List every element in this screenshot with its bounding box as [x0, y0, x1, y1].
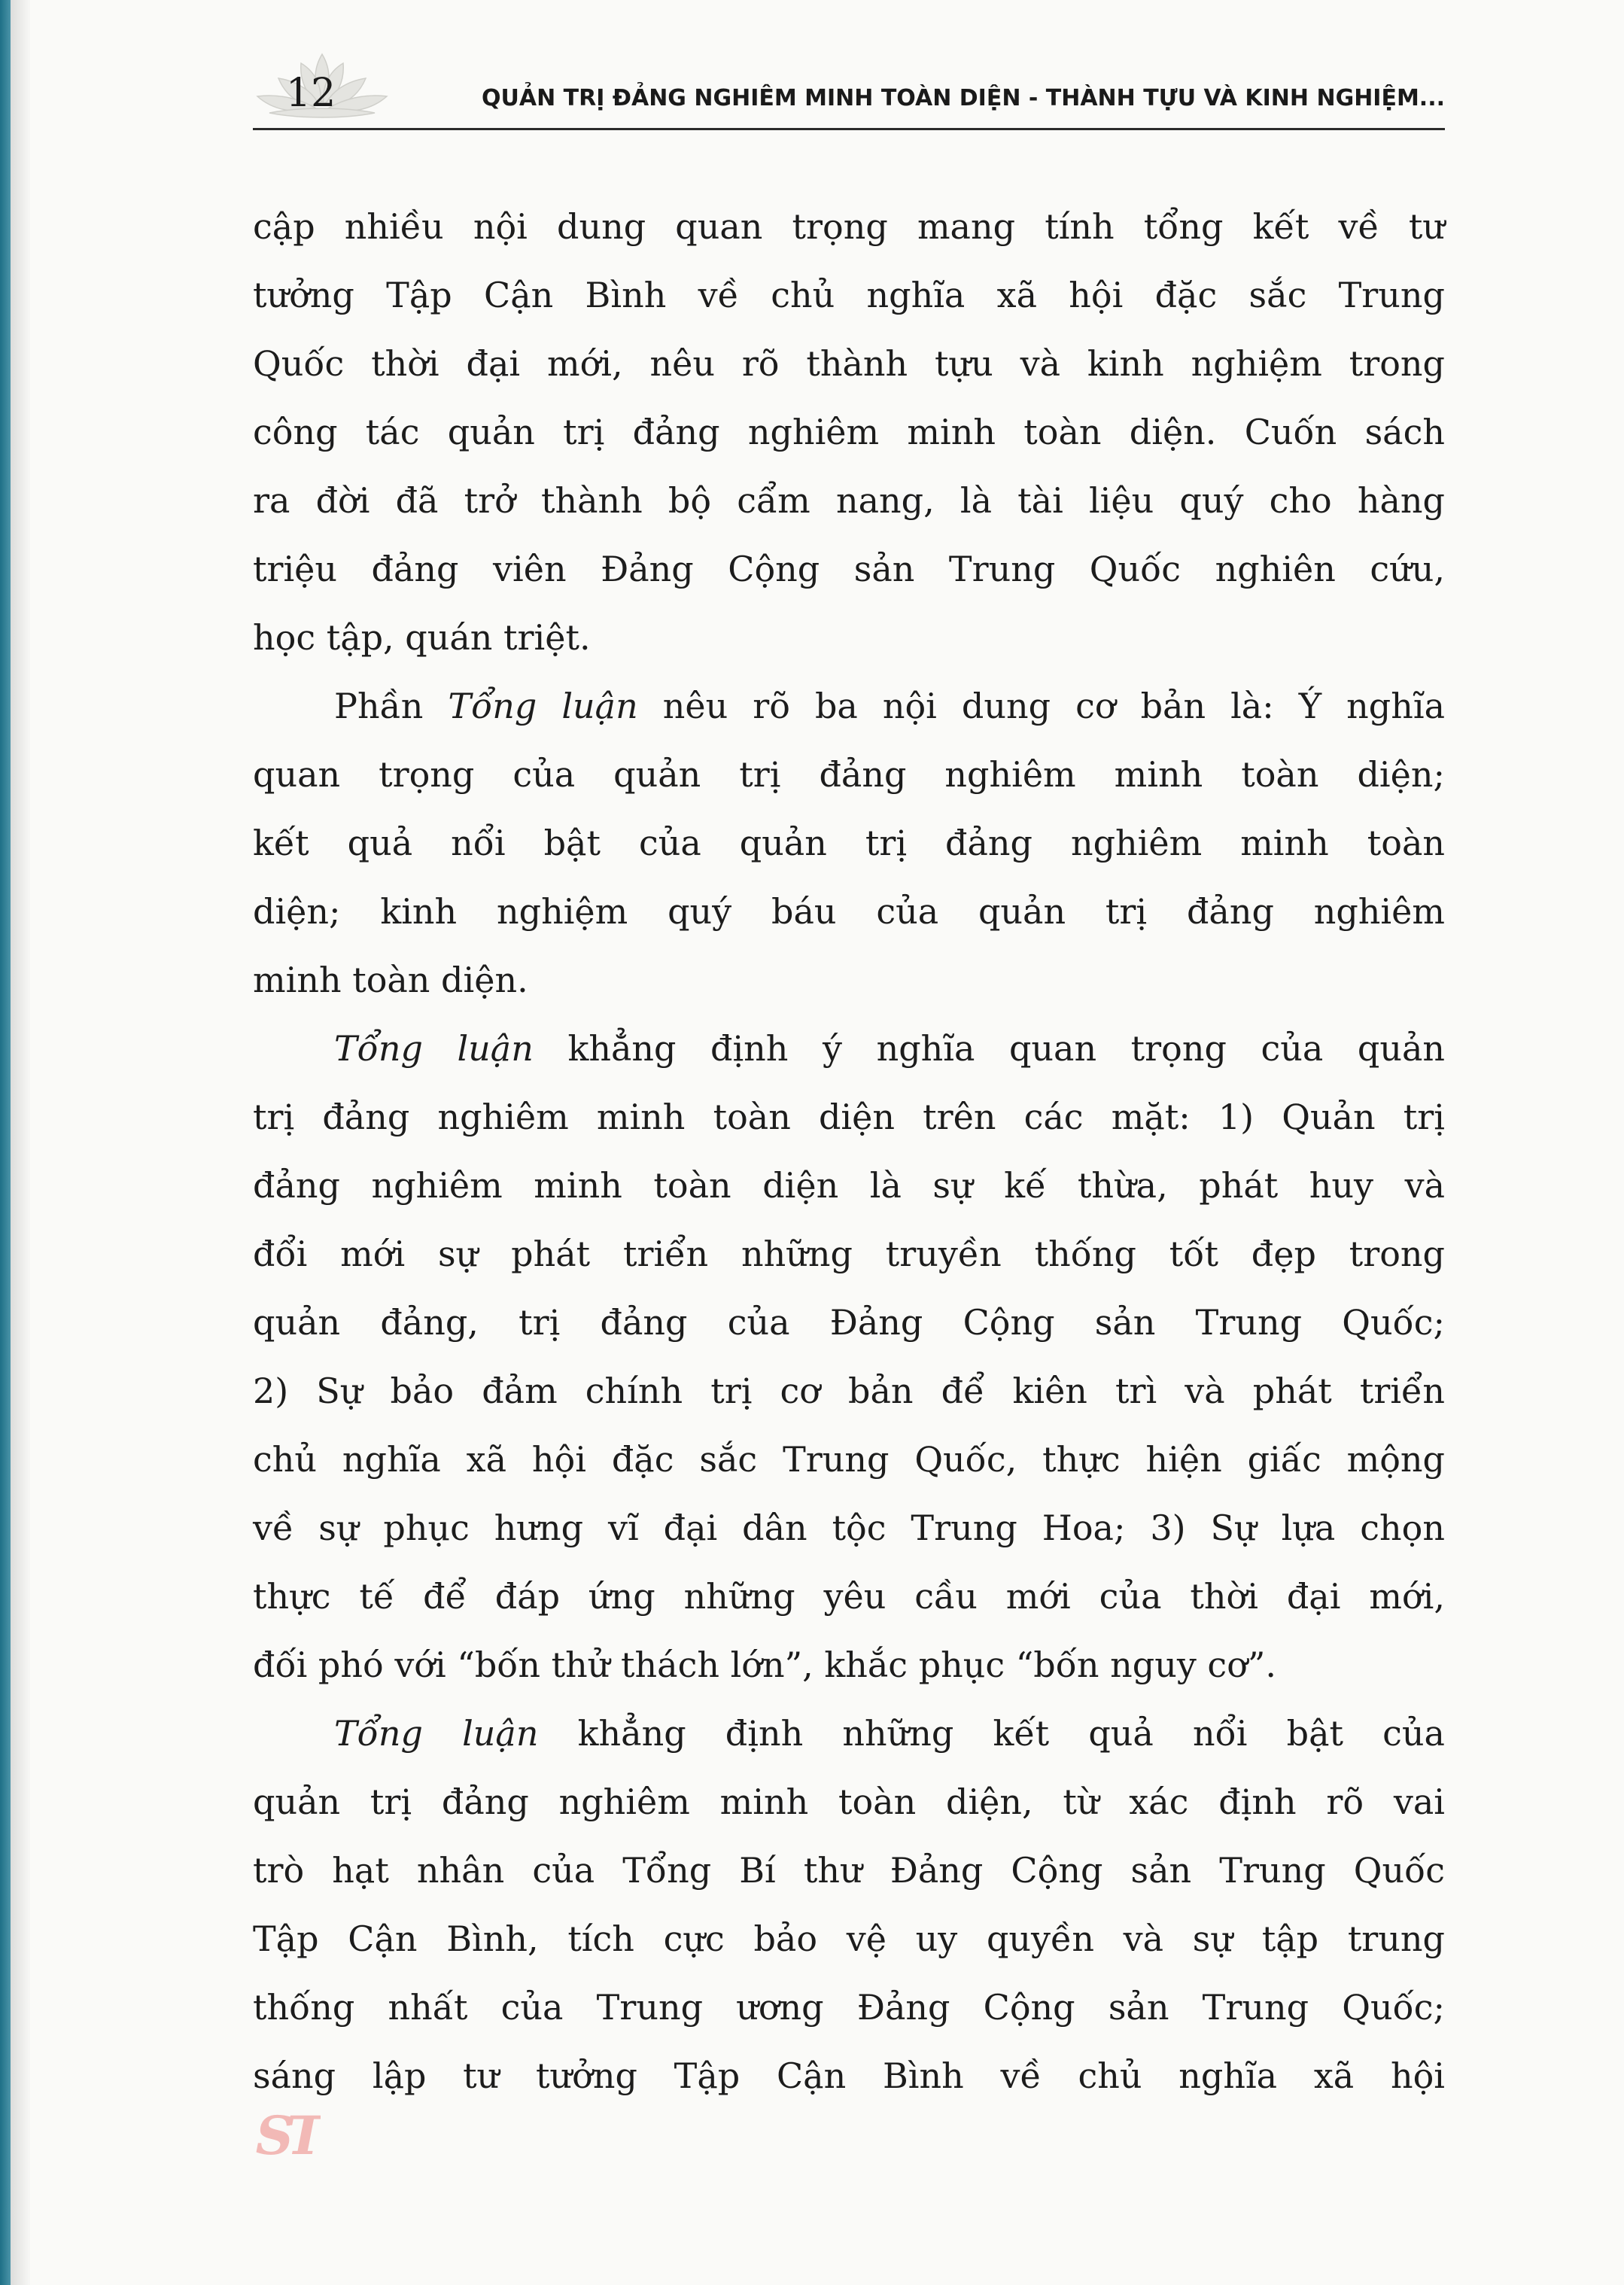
- text-line: thống nhất của Trung ương Đảng Cộng sản Trung Quốc;: [253, 1987, 1445, 2028]
- text-line: triệu đảng viên Đảng Cộng sản Trung Quốc nghiên cứu,: [253, 549, 1445, 589]
- text-line: học tập, quán triệt.: [253, 617, 591, 658]
- text-line: quản đảng, trị đảng của Đảng Cộng sản Trung Quốc;: [253, 1302, 1445, 1343]
- paragraph-4: [253, 1699, 1445, 2110]
- text-line: trò hạt nhân của Tổng Bí thư Đảng Cộng sản Trung Quốc: [253, 1850, 1445, 1891]
- text-run: nêu rõ ba nội dung cơ bản là: Ý nghĩa: [637, 686, 1445, 726]
- text-line: sáng lập tư tưởng Tập Cận Bình về chủ nghĩa xã hội: [253, 2055, 1445, 2096]
- text-line: chủ nghĩa xã hội đặc sắc Trung Quốc, thực hiện giấc mộng: [253, 1439, 1445, 1480]
- text-line: kết quả nổi bật của quản trị đảng nghiêm minh toàn: [253, 823, 1445, 863]
- text-line: đối phó với “bốn thử thách lớn”, khắc phục “bốn nguy cơ”.: [253, 1645, 1277, 1685]
- page-header: [253, 60, 1445, 135]
- text-run: khẳng định những kết quả nổi bật của: [538, 1713, 1445, 1754]
- page-number: 12: [286, 71, 336, 116]
- text-line: trị đảng nghiêm minh toàn diện trên các mặt: 1) Quản trị: [253, 1097, 1445, 1137]
- text-line: quan trọng của quản trị đảng nghiêm minh toàn diện;: [253, 754, 1445, 795]
- paragraph-2: [253, 672, 1445, 1015]
- text-line: quản trị đảng nghiêm minh toàn diện, từ xác định rõ vai: [253, 1781, 1445, 1822]
- paragraph-1: [253, 193, 1445, 672]
- italic-term: Tổng luận: [334, 1713, 539, 1754]
- text-line: cập nhiều nội dung quan trọng mang tính tổng kết về tư: [253, 206, 1445, 247]
- text-line: Quốc thời đại mới, nêu rõ thành tựu và kinh nghiệm trong: [253, 343, 1445, 384]
- text-line: đảng nghiêm minh toàn diện là sự kế thừa, phát huy và: [253, 1165, 1445, 1206]
- text-line: 2) Sự bảo đảm chính trị cơ bản để kiên trì và phát triển: [253, 1371, 1445, 1411]
- text-line: ra đời đã trở thành bộ cẩm nang, là tài liệu quý cho hàng: [253, 480, 1445, 521]
- book-spine-edge: [0, 0, 11, 2285]
- text-line: đổi mới sự phát triển những truyền thống tốt đẹp trong: [253, 1234, 1445, 1274]
- page-body: [253, 193, 1445, 2110]
- text-line: Tập Cận Bình, tích cực bảo vệ uy quyền và sự tập trung: [253, 1918, 1445, 1959]
- text-run: Phần: [334, 686, 449, 726]
- italic-term: Tổng luận: [448, 686, 638, 726]
- text-line: [253, 1699, 1445, 1768]
- text-line: minh toàn diện.: [253, 960, 528, 1000]
- svg-text:ST: ST: [255, 2104, 318, 2167]
- text-line: thực tế để đáp ứng những yêu cầu mới của thời đại mới,: [253, 1576, 1445, 1617]
- text-line: tưởng Tập Cận Bình về chủ nghĩa xã hội đặc sắc Trung: [253, 275, 1445, 315]
- text-line: công tác quản trị đảng nghiêm minh toàn diện. Cuốn sách: [253, 412, 1445, 452]
- text-line: về sự phục hưng vĩ đại dân tộc Trung Hoa; 3) Sự lựa chọn: [253, 1508, 1445, 1548]
- header-rule: [253, 128, 1445, 130]
- italic-term: Tổng luận: [334, 1028, 534, 1069]
- publisher-logo-icon: [253, 2100, 321, 2168]
- text-line: diện; kinh nghiệm quý báu của quản trị đảng nghiêm: [253, 891, 1445, 932]
- paragraph-3: [253, 1015, 1445, 1699]
- page-gutter-shadow: [11, 0, 29, 2285]
- text-line: [253, 672, 1445, 741]
- text-line: [253, 1015, 1445, 1083]
- running-title: QUẢN TRỊ ĐẢNG NGHIÊM MINH TOÀN DIỆN - THÀNH TỰU VÀ KINH NGHIỆM...: [482, 85, 1445, 111]
- text-run: khẳng định ý nghĩa quan trọng của quản: [533, 1028, 1445, 1069]
